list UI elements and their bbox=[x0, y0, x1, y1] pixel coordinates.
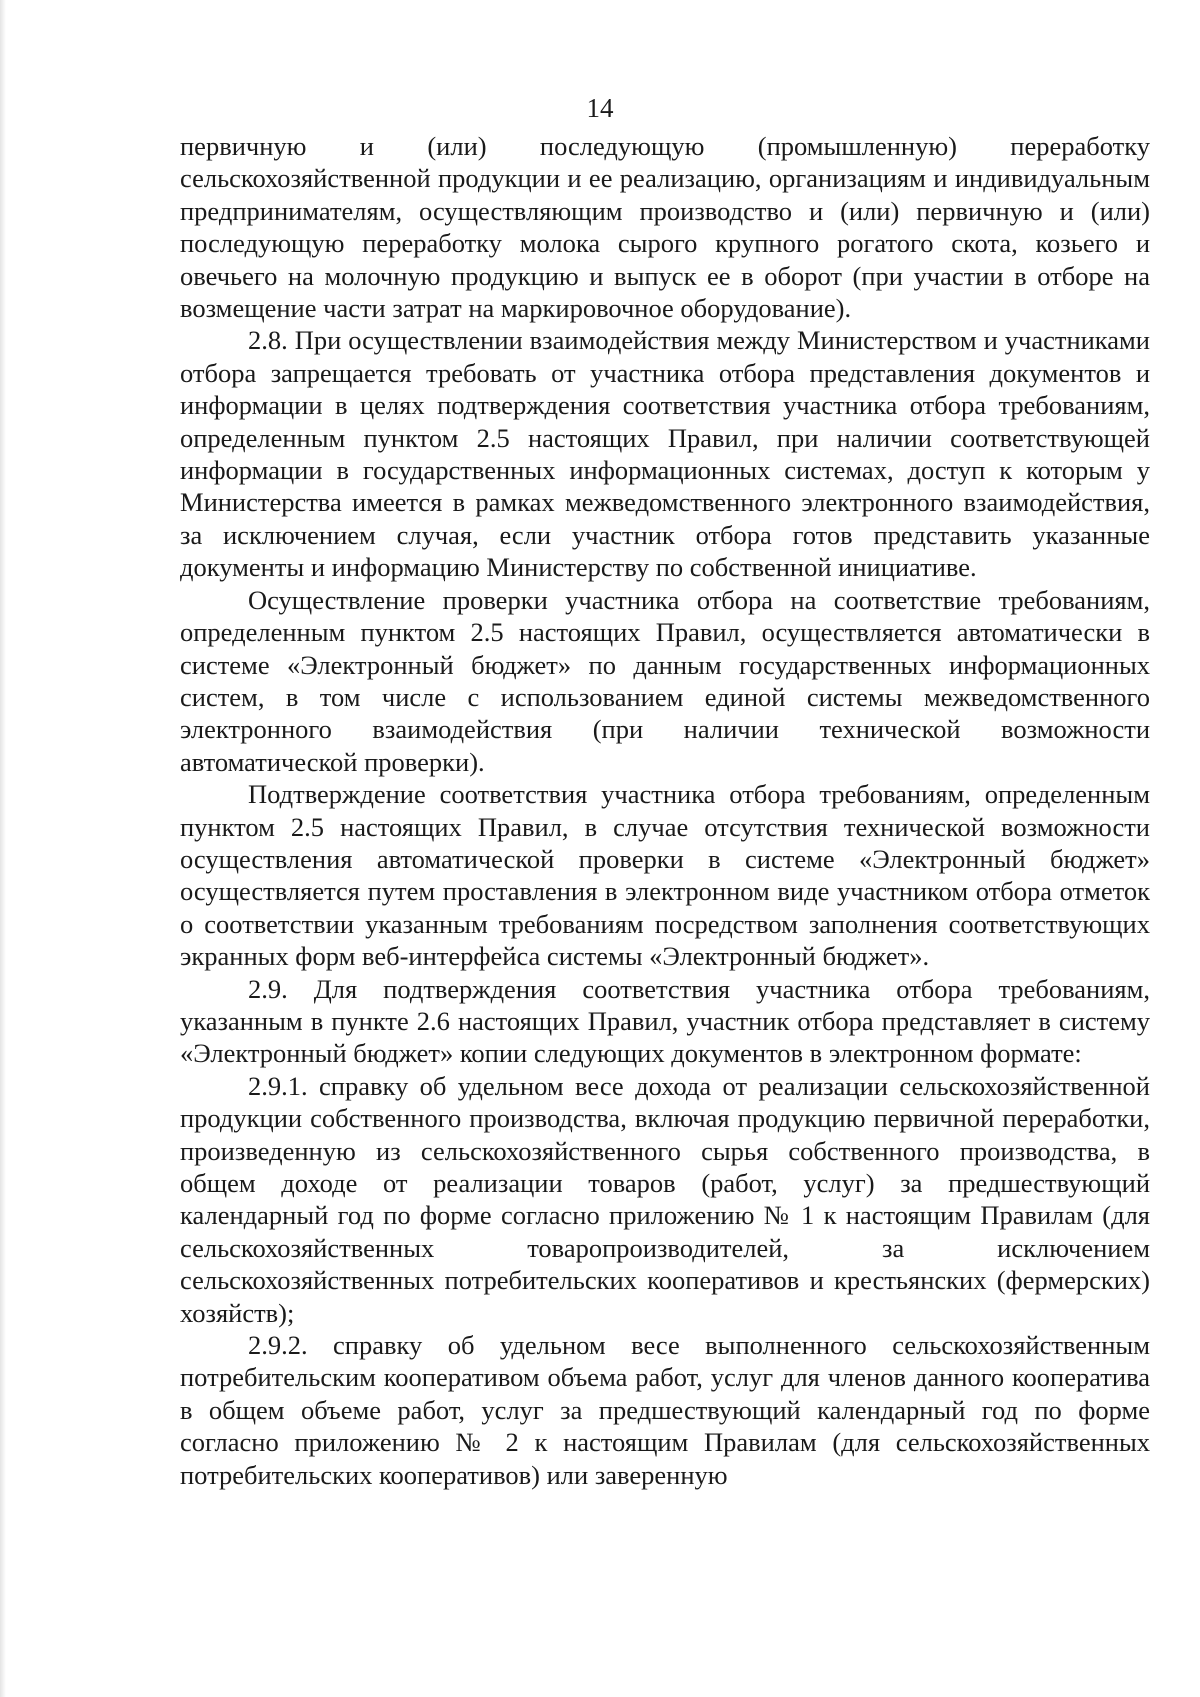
paragraph-continuation: первичную и (или) последующую (промышленную) переработку сельскохозяйственной продукции и ее реализацию, организациям и индивидуальным предпринимателям, осуществляющим производство и (или) первичную и (или) последующую переработку молока сырого крупного рогатого скота, козьего и овечьего на молочную продукцию и выпуск ее в оборот (при участии в отборе на возмещение части затрат на маркировочное оборудование). bbox=[180, 131, 1150, 324]
paragraph-2-9: 2.9. Для подтверждения соответствия участника отбора требованиям, указанным в пункте 2.6 настоящих Правил, участник отбора представляет в систему «Электронный бюджет» копии следующих документов в электронном формате: bbox=[180, 973, 1150, 1069]
paragraph-automatic-check: Осуществление проверки участника отбора на соответствие требованиям, определенным пунктом 2.5 настоящих Правил, осуществляется автоматически в системе «Электронный бюджет» по данным государственных информационных систем, в том числе с использованием единой системы межведомственного электронного взаимодействия (при наличии технической возможности автоматической проверки). bbox=[180, 584, 1150, 777]
scan-edge bbox=[0, 0, 6, 1697]
body-text bbox=[180, 130, 1150, 1491]
paragraph-2-9-1: 2.9.1. справку об удельном весе дохода от реализации сельскохозяйственной продукции собственного производства, включая продукцию первичной переработки, произведенную из сельскохозяйственного сырья собственного производства, в общем доходе от реализации товаров (работ, услуг) за предшествующий календарный год по форме согласно приложению № 1 к настоящим Правилам (для сельскохозяйственных товаропроизводителей, за исключением сельскохозяйственных потребительских кооперативов и крестьянских (фермерских) хозяйств); bbox=[180, 1070, 1150, 1328]
page-number: 14 bbox=[586, 93, 614, 123]
paragraph-2-8: 2.8. При осуществлении взаимодействия между Министерством и участниками отбора запрещается требовать от участника отбора представления документов и информации в целях подтверждения соответствия участника отбора требованиям, определенным пунктом 2.5 настоящих Правил, при наличии соответствующей информации в государственных информационных системах, доступ к которым у Министерства имеется в рамках межведомственного электронного взаимодействия, за исключением случая, если участник отбора готов представить указанные документы и информацию Министерству по собственной инициативе. bbox=[180, 325, 1150, 583]
paragraph-confirmation: Подтверждение соответствия участника отбора требованиям, определенным пунктом 2.5 настоящих Правил, в случае отсутствия технической возможности осуществления автоматической проверки в системе «Электронный бюджет» осуществляется путем проставления в электронном виде участником отбора отметок о соответствии указанным требованиям посредством заполнения соответствующих экранных форм веб-интерфейса системы «Электронный бюджет». bbox=[180, 779, 1150, 972]
paragraph-2-9-2: 2.9.2. справку об удельном весе выполненного сельскохозяйственным потребительским кооперативом объема работ, услуг для членов данного кооператива в общем объеме работ, услуг за предшествующий календарный год по форме согласно приложению № 2 к настоящим Правилам (для сельскохозяйственных потребительских кооперативов) или заверенную bbox=[180, 1330, 1150, 1490]
